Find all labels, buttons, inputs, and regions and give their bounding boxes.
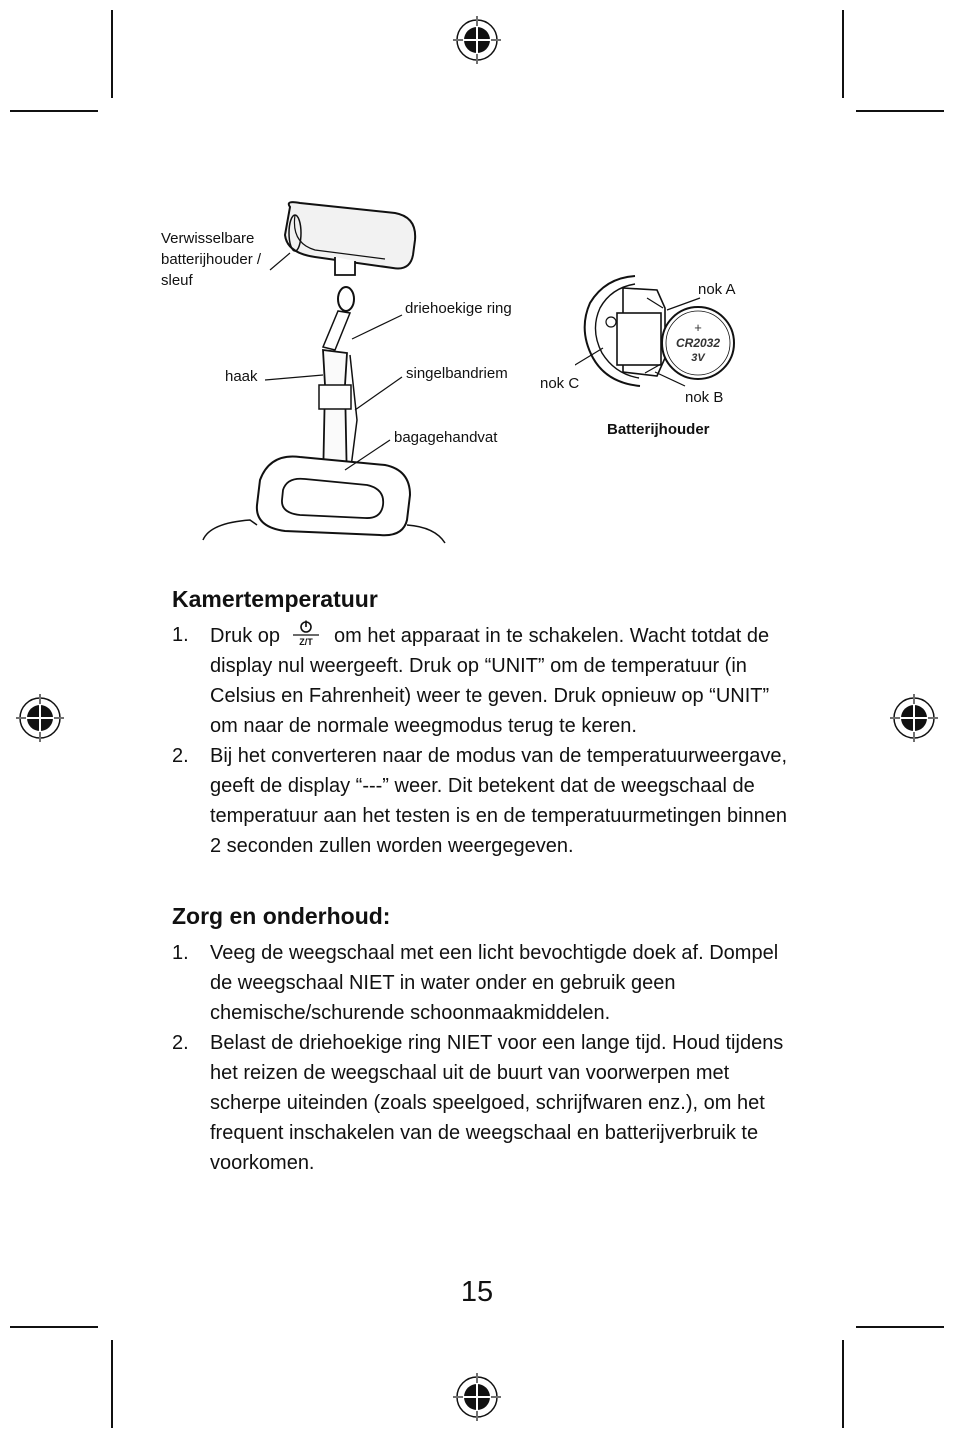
- battery-plus-text: +: [694, 320, 702, 335]
- power-zt-icon: [286, 620, 326, 646]
- care-maintenance-steps: [172, 938, 792, 1178]
- step-text-after-icon: om het apparaat in te schakelen. Wacht totdat de display nul weergeeft. Druk op “UNIT” om de temperatuur (in Celsius en Fahrenheit) weer te geven. Druk opnieuw op “UNIT” om naar de normale weegmodus terug te keren.: [210, 625, 770, 737]
- list-number: 1.: [172, 942, 189, 964]
- list-item: [172, 1028, 792, 1178]
- label-luggage-handle: bagagehandvat: [394, 429, 498, 446]
- registration-mark-icon: [889, 693, 939, 743]
- step-text: Veeg de weegschaal met een licht bevochtigde doek af. Dompel de weegschaal NIET in water onder en gebruik geen chemische/schurende schoonmaakmiddelen.: [210, 942, 779, 1024]
- registration-mark-icon: [452, 15, 502, 65]
- room-temperature-steps: [172, 620, 792, 861]
- label-tab-b: nok B: [685, 389, 724, 406]
- step-text: Bij het converteren naar de modus van de temperatuurweergave, geeft de display “---” weer. Dit betekent dat de weegschaal de temperatuur aan het testen is en de temperatuurmetingen binnen 2 seconden zullen worden weergegeven.: [210, 745, 788, 857]
- step-text: Belast de driehoekige ring NIET voor een lange tijd. Houd tijdens het reizen de weegschaal uit de buurt van voorwerpen met scherpe uiteinden (zoals speelgoed, schrijfwaren enz.), om het frequent inschakelen van de weegschaal en batterijverbruik te voorkomen.: [210, 1032, 784, 1174]
- battery-model-text: CR2032: [675, 336, 721, 350]
- step-text-before-icon: Druk op: [210, 625, 281, 647]
- list-number: 2.: [172, 745, 189, 767]
- label-triangular-ring: driehoekige ring: [405, 300, 512, 317]
- label-battery-holder-slot: Verwisselbare batterijhouder / sleuf: [161, 230, 262, 289]
- list-number: 1.: [172, 624, 189, 646]
- section-title-room-temperature: Kamertemperatuur: [172, 586, 378, 612]
- battery-holder-caption: Batterijhouder: [607, 421, 710, 438]
- list-item: [172, 938, 792, 1028]
- registration-mark-icon: [15, 693, 65, 743]
- battery-voltage-text: 3V: [691, 352, 705, 364]
- label-tab-c: nok C: [540, 375, 580, 392]
- list-item: [172, 741, 792, 861]
- label-tab-a: nok A: [698, 281, 736, 298]
- list-item: [172, 620, 792, 741]
- page-number: 15: [460, 1276, 494, 1308]
- zt-label: Z/T: [299, 637, 313, 646]
- label-hook: haak: [225, 368, 258, 385]
- section-title-care-maintenance: Zorg en onderhoud:: [172, 903, 391, 929]
- label-strap: singelbandriem: [406, 365, 508, 382]
- registration-mark-icon: [452, 1372, 502, 1422]
- list-number: 2.: [172, 1032, 189, 1054]
